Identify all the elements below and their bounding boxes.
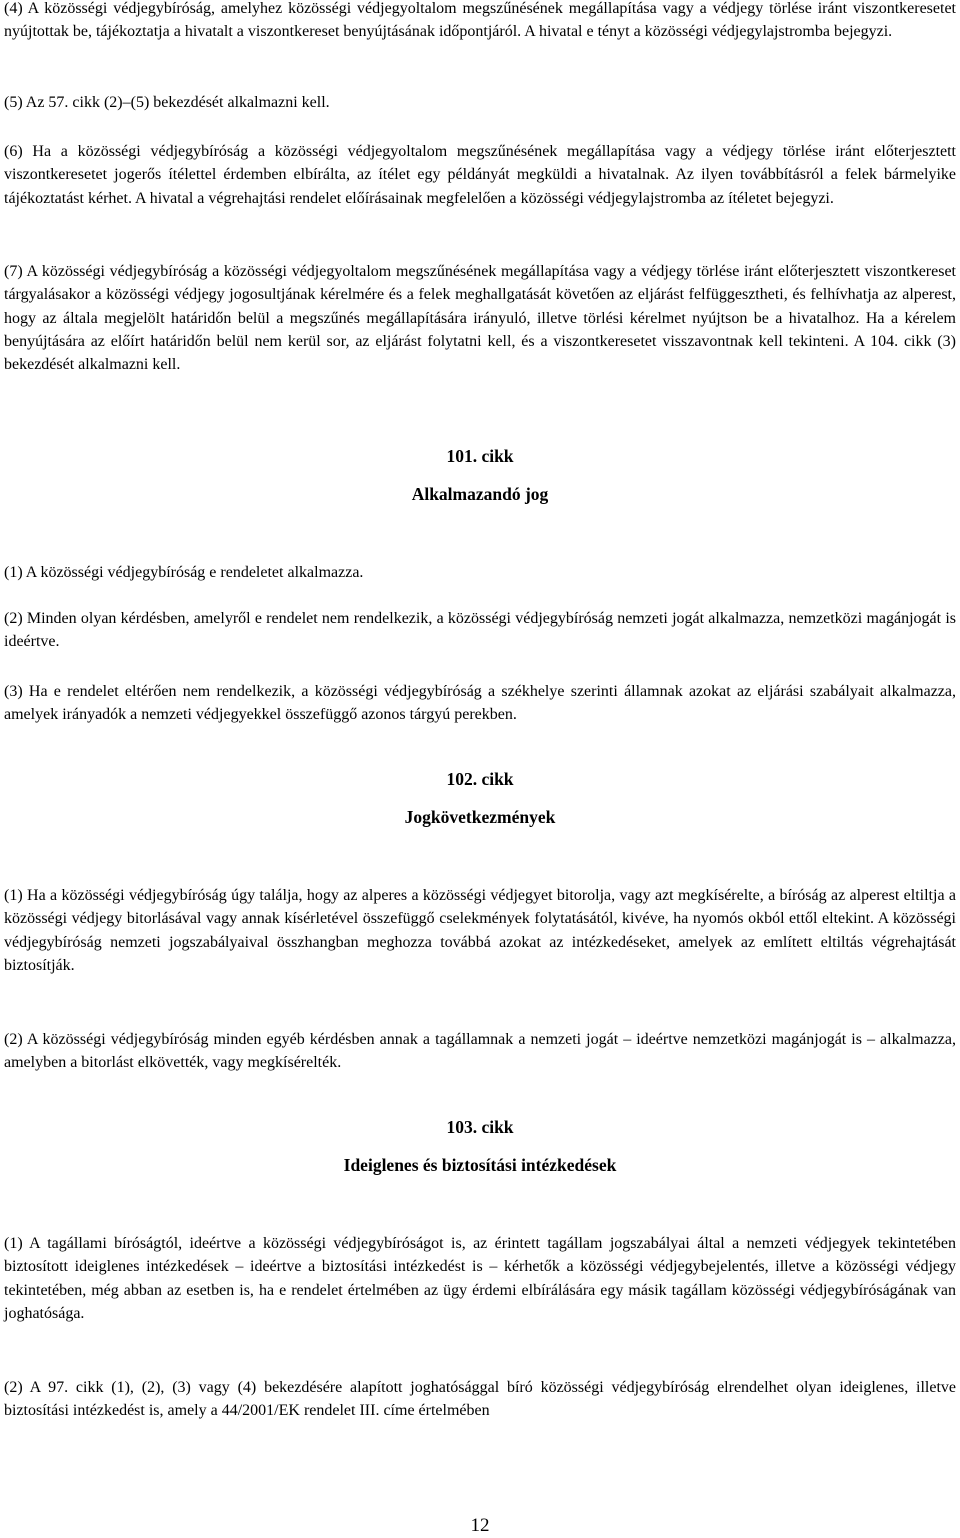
article-103-number: 103. cikk bbox=[446, 1117, 514, 1137]
article-101-paragraph-3: (3) Ha e rendelet eltérően nem rendelkezik, a közösségi védjegybíróság a székhelye szerinti államnak azokat az eljárási szabályait alkalmazza, amelyek irányadók a nemzeti védjegyekkel összefüggő azonos tárgyú perekben. bbox=[4, 683, 956, 724]
article-102 bbox=[4, 767, 956, 829]
paragraph-5: (5) Az 57. cikk (2)–(5) bekezdését alkalmazni kell. bbox=[4, 94, 330, 111]
article-102-title: Jogkövetkezmények bbox=[404, 807, 556, 827]
article-102-paragraph-2: (2) A közösségi védjegybíróság minden egyéb kérdésben annak a tagállamnak a nemzeti jogát – ideértve nemzetközi magánjogát is – alkalmazza, amelyben a bitorlást elkövették, vagy megkísérelték. bbox=[4, 1031, 956, 1072]
article-102-number: 102. cikk bbox=[446, 769, 514, 789]
article-101-paragraph-1: (1) A közösségi védjegybíróság e rendeletet alkalmazza. bbox=[4, 564, 364, 581]
article-101-number: 101. cikk bbox=[446, 446, 514, 466]
article-102-paragraph-1: (1) Ha a közösségi védjegybíróság úgy találja, hogy az alperes a közösségi védjegyet bitorolja, vagy azt megkísérelte, a bíróság az alperest eltiltja a közösségi védjegy bitorlásával vagy annak kísérletével összefüggő cselekmények folytatásától, kivéve, ha nyomós okból ettől eltekint. A közösségi védjegybíróság nemzeti jogszabályaival összhangban meghozza továbbá azokat az intézkedéseket, amelyek az említett eltiltás végrehajtását biztosítják. bbox=[4, 887, 956, 974]
article-103-title: Ideiglenes és biztosítási intézkedések bbox=[343, 1155, 617, 1175]
article-101 bbox=[4, 444, 956, 506]
paragraph-6: (6) Ha a közösségi védjegybíróság a közösségi védjegyoltalom megszűnésének megállapítása vagy a védjegy törlése iránt előterjesztett viszontkeresetet jogerős ítélettel érdemben elbírálta, az ítélet egy példányát megküldi a hivatalnak. Az ilyen továbbításról a felek bármelyike tájékoztatást kérhet. A hivatal a végrehajtási rendelet előírásainak megfelelően a közösségi védjegylajstromba az ítéletet bejegyzi. bbox=[4, 143, 956, 207]
article-103 bbox=[4, 1115, 956, 1177]
paragraph-7: (7) A közösségi védjegybíróság a közösségi védjegyoltalom megszűnésének megállapítása vagy a védjegy törlése iránt előterjesztett viszontkereset tárgyalásakor a közösségi védjegy jogosultjának kérelmére és a felek meghallgatását követően az eljárást felfüggesztheti, és felhívhatja az alperest, hogy az általa megjelölt határidőn belül a megszűnés megállapítására irányuló, illetve törlési kérelmet nyújtson be a hivatalhoz. Ha a kérelem benyújtására az előírt határidőn belül nem kerül sor, az eljárást folytatni kell, és a viszontkeresetet visszavontnak kell tekinteni. A 104. cikk (3) bekezdését alkalmazni kell. bbox=[4, 263, 956, 374]
page-number: 12 bbox=[470, 1515, 490, 1536]
article-101-paragraph-2: (2) Minden olyan kérdésben, amelyről e rendelet nem rendelkezik, a közösségi védjegybíróság nemzeti jogát alkalmazza, nemzetközi magánjogát is ideértve. bbox=[4, 610, 956, 651]
article-103-paragraph-2: (2) A 97. cikk (1), (2), (3) vagy (4) bekezdésére alapított joghatósággal bíró közösségi védjegybíróság elrendelhet olyan ideiglenes, illetve biztosítási intézkedést is, amely a 44/2001/EK rendelet III. címe értelmében bbox=[4, 1379, 956, 1420]
paragraph-4: (4) A közösségi védjegybíróság, amelyhez közösségi védjegyoltalom megszűnésének megállapítása vagy a védjegy törlése iránt viszontkeresetet nyújtottak be, tájékoztatja a hivatalt a viszontkereset benyújtásának időpontjáról. A hivatal e tényt a közösségi védjegylajstromba bejegyzi. bbox=[4, 0, 956, 41]
article-103-paragraph-1: (1) A tagállami bíróságtól, ideértve a közösségi védjegybíróságot is, az érintett tagállam jogszabályai által a nemzeti védjegyek tekintetében biztosított ideiglenes intézkedések – ideértve a biztosítási intézkedést is – kérhetők a közösségi védjegybejelentés, illetve a közösségi védjegy tekintetében, még abban az esetben is, ha e rendelet értelmében az ügy érdemi elbírálására egy másik tagállam közösségi védjegybíróságának van joghatósága. bbox=[4, 1235, 956, 1322]
article-101-title: Alkalmazandó jog bbox=[411, 484, 549, 504]
